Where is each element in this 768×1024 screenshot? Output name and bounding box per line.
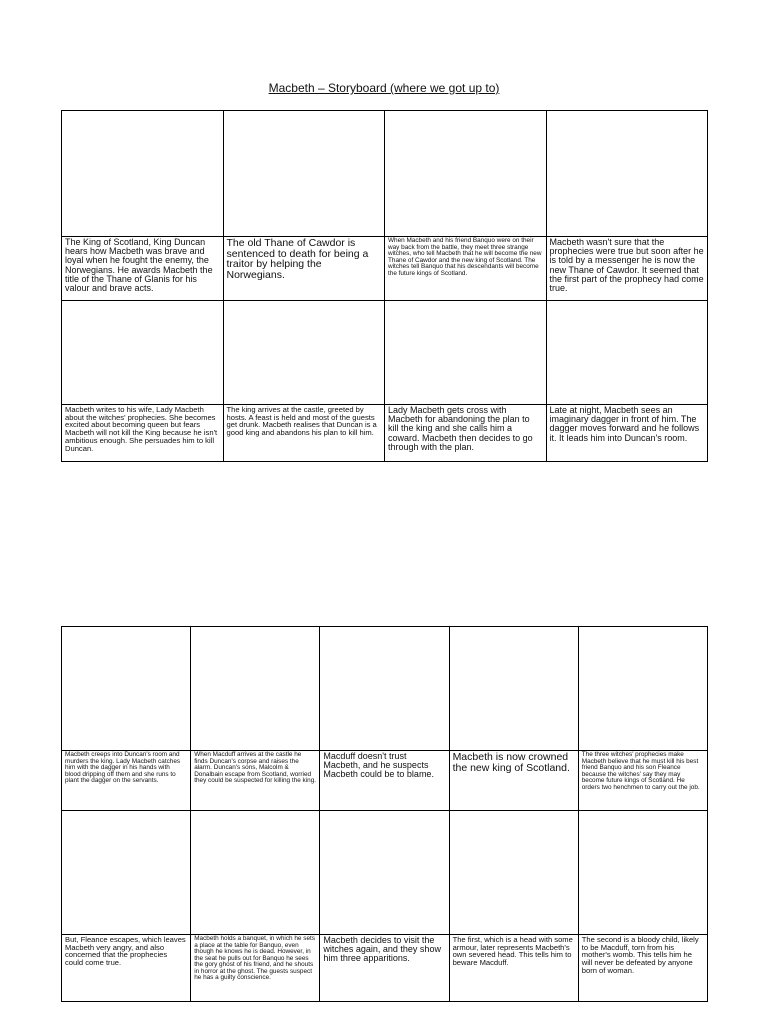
caption-row (62, 405, 708, 462)
caption-row (62, 935, 708, 1002)
picture-frame (578, 811, 707, 935)
storyboard-part-1 (61, 110, 708, 462)
picture-row (62, 111, 708, 237)
caption-cell: Macbeth is now crowned the new king of Scotland. (449, 751, 578, 811)
caption-cell: Lady Macbeth gets cross with Macbeth for abandoning the plan to kill the king and she calls him a coward. Macbeth then decides to go through with the plan. (385, 405, 547, 462)
caption-cell: The King of Scotland, King Duncan hears how Macbeth was brave and loyal when he fought the enemy, the Norwegians. He awards Macbeth the title of the Thane of Glanis for his valour and brave acts. (62, 237, 224, 301)
caption-cell: Late at night, Macbeth sees an imaginary dagger in front of him. The dagger moves forward and he follows it. It leads him into Duncan's room. (546, 405, 708, 462)
picture-frame (449, 811, 578, 935)
caption-cell: The king arrives at the castle, greeted by hosts. A feast is held and most of the guests get drunk. Macbeth realises that Duncan is a good king and abandons his plan to kill him. (223, 405, 385, 462)
picture-frame (546, 111, 708, 237)
caption-cell: The first, which is a head with some armour, later represents Macbeth's own severed head. This tells him to beware Macduff. (449, 935, 578, 1002)
caption-row (62, 751, 708, 811)
picture-frame (546, 301, 708, 405)
caption-cell: Macduff doesn't trust Macbeth, and he suspects Macbeth could be to blame. (320, 751, 449, 811)
caption-cell: Macbeth holds a banquet, in which he sets a place at the table for Banquo, even though he knows he is dead. However, in the seat he pulls out for Banquo he sees the gory ghost of his friend, and he shouts in horror at the ghost. The guests suspect he has a guilty conscience. (191, 935, 320, 1002)
caption-row (62, 237, 708, 301)
picture-frame (62, 301, 224, 405)
caption-cell: The second is a bloody child, likely to be Macduff, torn from his mother's womb. This tells him he will never be defeated by anyone born of woman. (578, 935, 707, 1002)
caption-cell: The three witches' prophecies make Macbeth believe that he must kill his best friend Banquo and his son Fleance because the witches' say they may become future kings of Scotland. He orders two henchmen to carry out the job. (578, 751, 707, 811)
caption-cell: Macbeth writes to his wife, Lady Macbeth about the witches' prophecies. She becomes excited about becoming queen but fears Macbeth will not kill the King because he isn't ambitious enough. She persuades him to kill Duncan. (62, 405, 224, 462)
picture-frame (62, 627, 191, 751)
picture-frame (191, 627, 320, 751)
picture-frame (223, 111, 385, 237)
caption-cell: Macbeth decides to visit the witches again, and they show him three apparitions. (320, 935, 449, 1002)
picture-row (62, 811, 708, 935)
picture-row (62, 301, 708, 405)
caption-cell: When Macduff arrives at the castle he finds Duncan's corpse and raises the alarm. Duncan's sons, Malcolm & Donalbain escape from Scotland, worried they could be suspected for killing the king. (191, 751, 320, 811)
caption-cell: But, Fleance escapes, which leaves Macbeth very angry, and also concerned that the prophecies could come true. (62, 935, 191, 1002)
picture-frame (385, 111, 547, 237)
picture-frame (320, 811, 449, 935)
picture-frame (320, 627, 449, 751)
page-title: Macbeth – Storyboard (where we got up to) (268, 81, 500, 95)
caption-cell: The old Thane of Cawdor is sentenced to death for being a traitor by helping the Norwegians. (223, 237, 385, 301)
picture-frame (385, 301, 547, 405)
picture-row (62, 627, 708, 751)
storyboard-part-2 (61, 626, 708, 1002)
picture-frame (449, 627, 578, 751)
caption-cell: Macbeth creeps into Duncan's room and murders the king. Lady Macbeth catches him with the dagger in his hands with blood dripping off them and she runs to plant the dagger on the servants. (62, 751, 191, 811)
caption-cell: Macbeth wasn't sure that the prophecies were true but soon after he is told by a messenger he is now the new Thane of Cawdor. It seemed that the first part of the prophecy had come true. (546, 237, 708, 301)
picture-frame (62, 111, 224, 237)
picture-frame (223, 301, 385, 405)
picture-frame (578, 627, 707, 751)
picture-frame (62, 811, 191, 935)
picture-frame (191, 811, 320, 935)
caption-cell: When Macbeth and his friend Banquo were on their way back from the battle, they meet three strange witches, who tell Macbeth that he will become the new Thane of Cawdor and the new king of Scotland. The witches tell Banquo that his descendants will become the future kings of Scotland. (385, 237, 547, 301)
